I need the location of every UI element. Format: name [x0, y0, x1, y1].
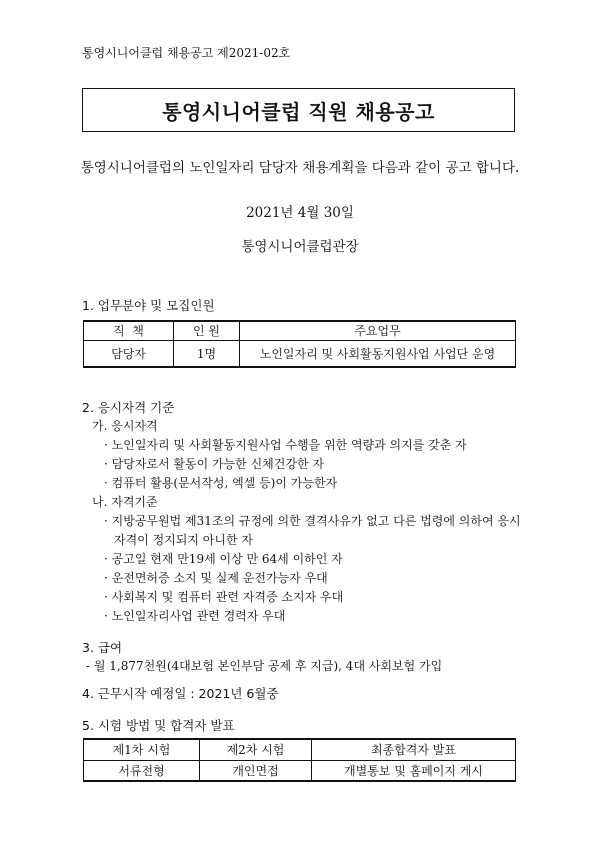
cell-second-exam: 개인면접 [200, 760, 312, 781]
cell-first-exam: 서류전형 [84, 760, 200, 781]
section4-heading: 4. 근무시작 예정일 : 2021년 6월중 [82, 686, 279, 701]
list-item: · 담당자로서 활동이 가능한 신체건강한 자 [104, 457, 324, 471]
column-header-first-exam: 제1차 시험 [84, 739, 200, 760]
cell-final-announcement: 개별통보 및 홈페이지 게시 [312, 760, 516, 781]
recruitment-table [83, 320, 516, 368]
list-item: · 지방공무원법 제31조의 규정에 의한 결격사유가 없고 다른 법령에 의하여 응시 [104, 514, 521, 528]
sub-heading-b: 나. 자격기준 [92, 495, 158, 509]
intro-text: 통영시니어클럽의 노인일자리 담당자 채용계획을 다음과 같이 공고 합니다. [80, 160, 520, 176]
section3-heading: 3. 급여 [82, 640, 123, 655]
sub-heading-a: 가. 응시자격 [92, 419, 158, 433]
salary-text: - 월 1,877천원(4대보험 본인부담 공제 후 지급), 4대 사회보험 가입 [86, 659, 443, 673]
column-header-second-exam: 제2차 시험 [200, 739, 312, 760]
cell-duties: 노인일자리 및 사회활동지원사업 사업단 운영 [240, 340, 516, 367]
column-header-final-announcement: 최종합격자 발표 [312, 739, 516, 760]
exam-table [83, 738, 516, 782]
table-header-row [84, 321, 516, 340]
document-number: 통영시니어클럽 채용공고 제2021-02호 [82, 46, 291, 60]
issuer-name: 통영시니어클럽관장 [241, 239, 359, 255]
announcement-date: 2021년 4월 30일 [246, 205, 354, 221]
section5-heading: 5. 시험 방법 및 합격자 발표 [82, 718, 235, 733]
cell-position: 담당자 [84, 340, 174, 367]
column-header-position: 직 책 [84, 321, 174, 340]
list-item: · 공고일 현재 만19세 이상 만 64세 이하인 자 [104, 552, 343, 566]
table-header-row [84, 739, 516, 760]
column-header-headcount: 인 원 [174, 321, 240, 340]
column-header-duties: 주요업무 [240, 321, 516, 340]
title-box [82, 88, 515, 132]
list-item: · 노인일자리사업 관련 경력자 우대 [104, 609, 286, 623]
list-item: · 노인일자리 및 사회활동지원사업 수행을 위한 역량과 의지를 갖춘 자 [104, 438, 467, 452]
list-item: · 운전면허증 소지 및 실제 운전가능자 우대 [104, 571, 328, 585]
table-row [84, 340, 516, 367]
section1-heading: 1. 업무분야 및 모집인원 [82, 298, 215, 313]
table-row [84, 760, 516, 781]
list-item-continuation: 자격이 정지되지 아니한 자 [114, 533, 253, 547]
cell-headcount: 1명 [174, 340, 240, 367]
list-item: · 사회복지 및 컴퓨터 관련 자격증 소지자 우대 [104, 590, 344, 604]
page-title: 통영시니어클럽 직원 채용공고 [162, 99, 435, 124]
section2-heading: 2. 응시자격 기준 [82, 400, 175, 415]
list-item: · 컴퓨터 활용(문서작성, 엑셀 등)이 가능한자 [104, 476, 338, 490]
